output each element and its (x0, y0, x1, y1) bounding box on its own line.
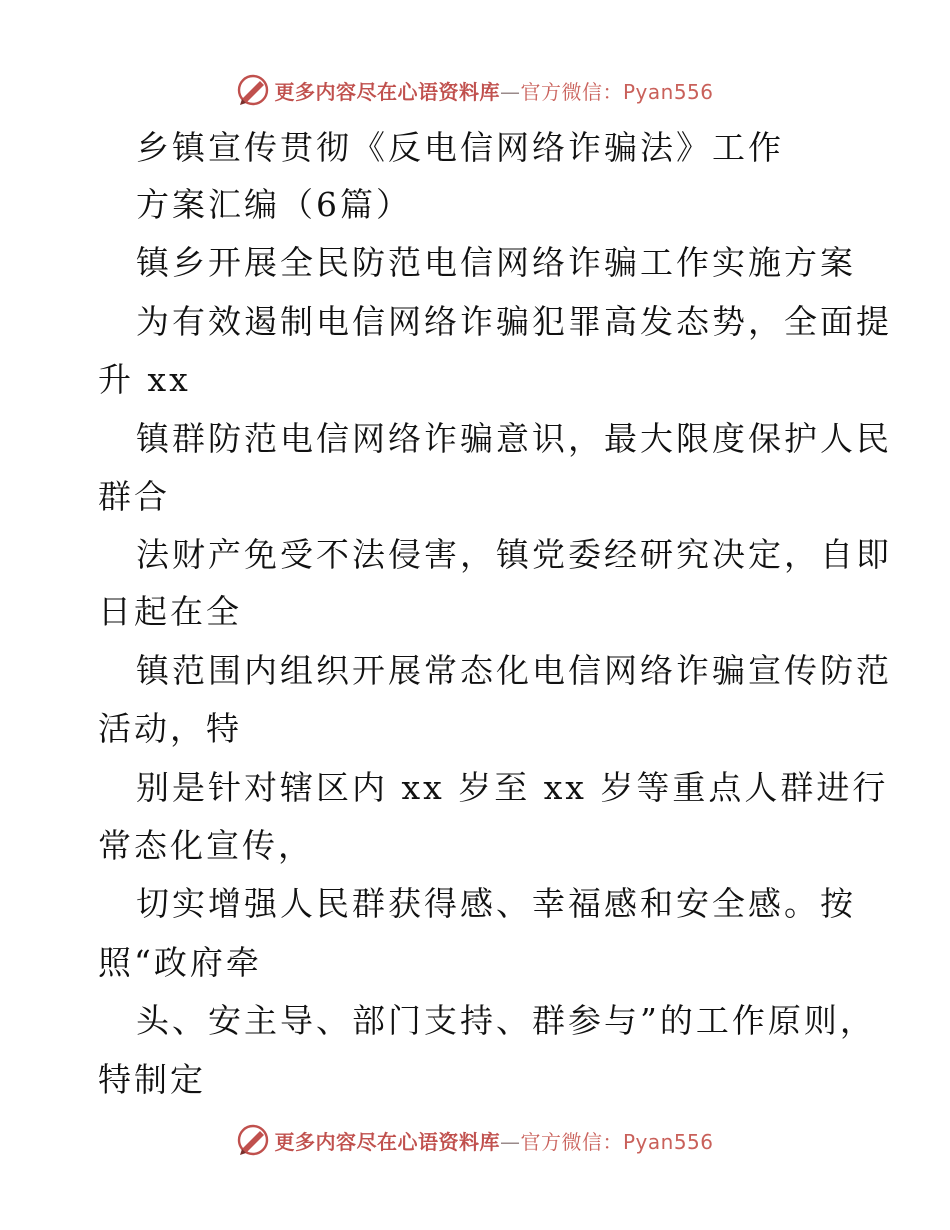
pen-logo-icon (236, 1123, 270, 1157)
pen-logo-icon (236, 73, 270, 107)
header-banner (0, 68, 950, 112)
doc-paragraph-line: 特制定 (98, 1060, 206, 1099)
doc-paragraph-line: 常态化宣传， (98, 826, 314, 865)
footer-wechat-id: Pyan556 (622, 1129, 714, 1154)
doc-paragraph-line: 镇群防范电信网络诈骗意识，最大限度保护人民 (136, 419, 892, 458)
doc-paragraph-line: 群合 (98, 477, 170, 516)
doc-paragraph-line: 法财产免受不法侵害，镇党委经研究决定，自即 (136, 535, 892, 574)
header-wechat-label: 官方微信： (520, 79, 623, 104)
footer-banner-text (274, 1126, 713, 1155)
doc-paragraph-line: 别是针对辖区内 xx 岁至 xx 岁等重点人群进行 (136, 768, 889, 807)
doc-paragraph-line: 活动，特 (98, 709, 242, 748)
header-wechat-id: Pyan556 (622, 79, 714, 104)
footer-wechat-label: 官方微信： (520, 1129, 623, 1154)
doc-paragraph-line: 升 xx (98, 360, 191, 399)
doc-title-line-2: 方案汇编（6篇） (136, 185, 412, 224)
doc-paragraph-line: 照“政府牵 (98, 943, 262, 982)
header-banner-text (274, 76, 713, 105)
doc-paragraph-line: 日起在全 (98, 592, 242, 631)
footer-separator: — (499, 1129, 521, 1154)
doc-paragraph-line: 镇范围内组织开展常态化电信网络诈骗宣传防范 (136, 651, 892, 690)
doc-subtitle: 镇乡开展全民防范电信网络诈骗工作实施方案 (136, 243, 856, 282)
doc-title-line-1: 乡镇宣传贯彻《反电信网络诈骗法》工作 (136, 128, 784, 167)
header-brand-text: 更多内容尽在心语资料库 (274, 79, 500, 104)
doc-paragraph-line: 切实增强人民群获得感、幸福感和安全感。按 (136, 884, 856, 923)
doc-paragraph-line: 为有效遏制电信网络诈骗犯罪高发态势，全面提 (136, 302, 892, 341)
doc-paragraph-line: 头、安主导、部门支持、群参与”的工作原则， (136, 1001, 876, 1040)
footer-brand-text: 更多内容尽在心语资料库 (274, 1129, 500, 1154)
header-separator: — (499, 79, 521, 104)
footer-banner (0, 1118, 950, 1162)
